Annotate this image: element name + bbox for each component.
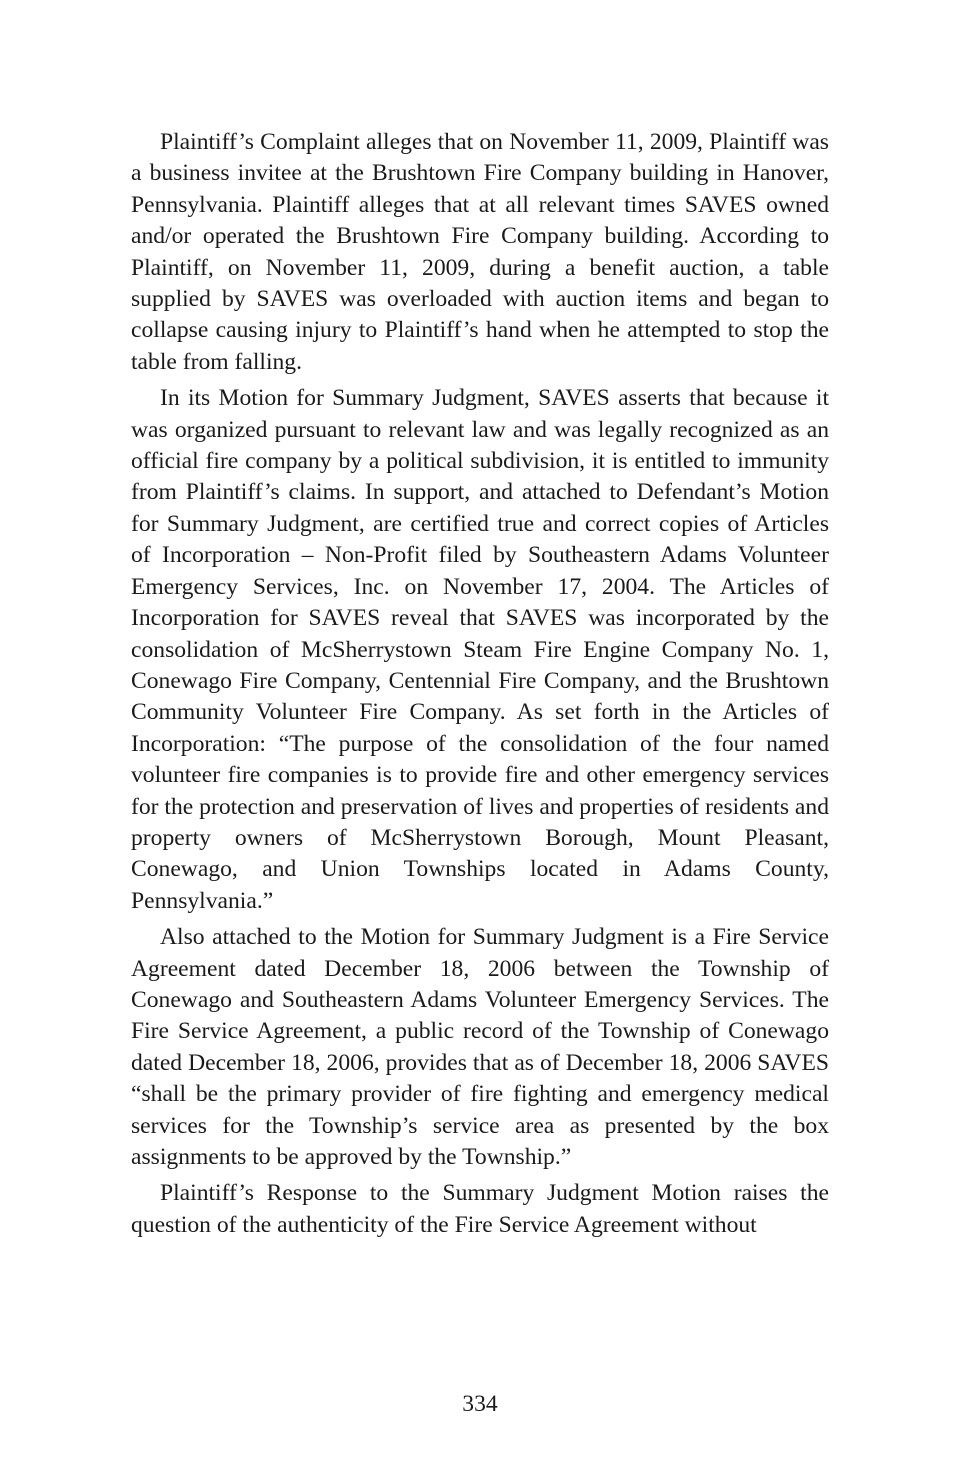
paragraph-fire-service-agreement: Also attached to the Motion for Summary Judgment is a Fire Service Agreement dated December 18, 2006 between the Township of Conewago and Southeastern Adams Volunteer Emergency Services. The Fire Service Agreement, a public record of the Township of Conewago dated December 18, 2006, provides that as of December 18, 2006 SAVES “shall be the primary provider of fire fighting and emergency medical services for the Township’s service area as presented by the box assignments to be approved by the Township.” xyxy=(131,924,829,1170)
paragraph-response: Plaintiff’s Response to the Summary Judgment Motion raises the question of the authenticity of the Fire Service Agreement without xyxy=(131,1180,829,1238)
paragraph-motion: In its Motion for Summary Judgment, SAVES asserts that because it was organized pursuant to relevant law and was legally recognized as an official fire company by a political subdivision, it is entitled to immunity from Plaintiff’s claims. In support, and attached to Defendant’s Motion for Summary Judgment, are certified true and correct copies of Articles of Incorporation – Non-Profit filed by Southeastern Adams Volunteer Emergency Services, Inc. on November 17, 2004. The Articles of Incorporation for SAVES reveal that SAVES was incorporated by the consolidation of McSherrystown Steam Fire Engine Company No. 1, Conewago Fire Company, Centennial Fire Company, and the Brushtown Community Volunteer Fire Company. As set forth in the Articles of Incorporation: “The purpose of the consolidation of the four named volunteer fire companies is to provide fire and other emergency services for the protection and preservation of lives and properties of residents and property owners of McSherrystown Borough, Mount Pleasant, Conewago, and Union Townships located in Adams County, Pennsylvania.” xyxy=(131,385,829,914)
page-number: 334 xyxy=(462,1391,498,1417)
paragraph-complaint: Plaintiff’s Complaint alleges that on November 11, 2009, Plaintiff was a business invitee at the Brushtown Fire Company building in Hanover, Pennsylvania. Plaintiff alleges that at all relevant times SAVES owned and/or operated the Brushtown Fire Company building. According to Plaintiff, on November 11, 2009, during a benefit auction, a table supplied by SAVES was overloaded with auction items and began to collapse causing injury to Plaintiff’s hand when he attempted to stop the table from falling. xyxy=(131,129,829,375)
body-text xyxy=(131,127,829,1246)
